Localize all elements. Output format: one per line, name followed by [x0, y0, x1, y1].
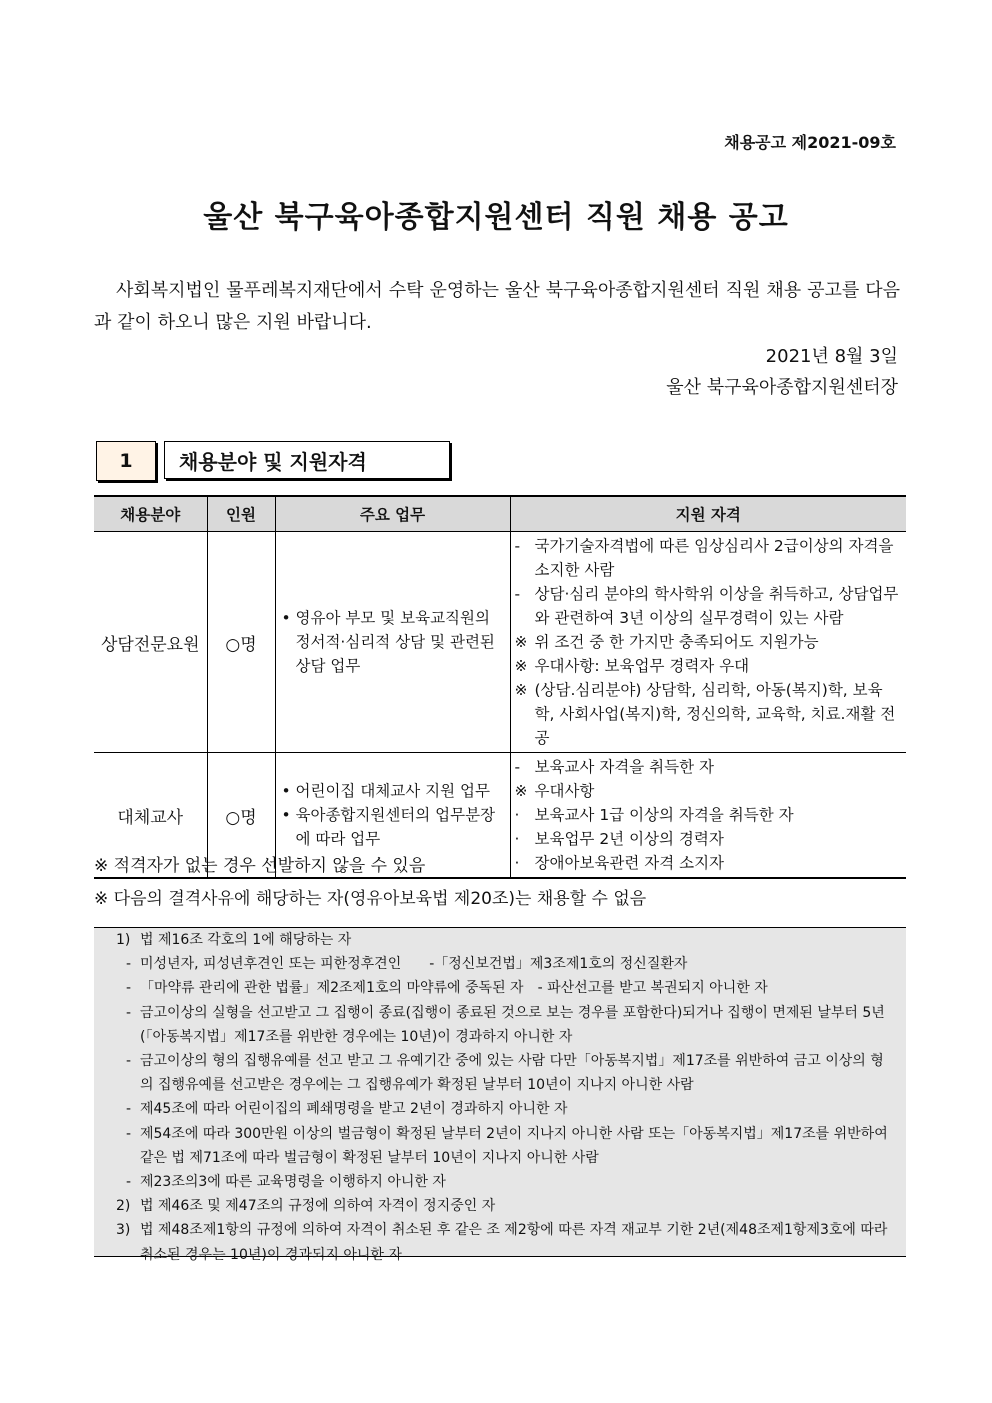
item-marker: - — [126, 1004, 132, 1021]
qualification-bullet: ※ — [514, 681, 528, 699]
section-number: 1 — [96, 441, 156, 481]
field-cell: 대체교사 — [94, 753, 207, 879]
disqualification-item — [116, 1097, 892, 1121]
duties-cell — [275, 532, 510, 753]
item-text: 법 제46조 및 제47조의 규정에 의하여 자격이 정지중인 자 — [140, 1198, 496, 1215]
note-disqualification: ※ 다음의 결격사유에 해당하는 자(영유아보육법 제20조)는 채용할 수 없음 — [94, 889, 647, 909]
qualification-item — [515, 630, 903, 654]
page-title: 울산 북구육아종합지원센터 직원 채용 공고 — [203, 200, 789, 235]
qualification-item — [515, 827, 903, 851]
disqualification-item — [116, 1170, 892, 1194]
qualifications-cell — [510, 532, 906, 753]
header-duties: 주요 업무 — [275, 496, 510, 532]
item-text: 미성년자, 피성년후견인 또는 피한정후견인 -「정신보건법」제3조제1호의 정신질환자 — [140, 956, 688, 973]
qualification-bullet: · — [514, 806, 520, 824]
notice-number: 채용공고 제2021-09호 — [724, 133, 896, 152]
header-field: 채용분야 — [94, 496, 207, 532]
field-cell: 상담전문요원 — [94, 532, 207, 753]
item-text: 제45조에 따라 어린이집의 폐쇄명령을 받고 2년이 경과하지 아니한 자 — [140, 1101, 568, 1118]
duty-text: 어린이집 대체교사 지원 업무 — [295, 782, 490, 800]
qualification-text: 우대사항 — [534, 782, 595, 800]
qualification-item — [515, 779, 903, 803]
item-marker: - — [126, 1101, 132, 1118]
announcement-date: 2021년 8월 3일 — [765, 346, 898, 367]
item-marker: - — [126, 1053, 132, 1070]
qualification-text: 보육업무 2년 이상의 경력자 — [534, 830, 724, 848]
note-no-suitable-candidate: ※ 적격자가 없는 경우 선발하지 않을 수 있음 — [94, 856, 426, 876]
bullet-icon: • — [281, 609, 291, 627]
item-text: 법 제48조제1항의 규정에 의하여 자격이 취소된 후 같은 조 제2항에 따른 자격 재교부 기한 2년(제48조제1항제3호에 따라 취소된 경우는 10년)이 경과되지 아니한 자 — [140, 1222, 888, 1263]
qualification-bullet: · — [514, 830, 520, 848]
item-text: 제23조의3에 따른 교육명령을 이행하지 아니한 자 — [140, 1174, 446, 1191]
disqualification-item — [116, 1122, 892, 1170]
qualification-text: 위 조건 중 한 가지만 충족되어도 지원가능 — [534, 633, 819, 651]
item-marker: - — [126, 980, 132, 997]
qualification-bullet: - — [514, 537, 521, 555]
item-text: 법 제16조 각호의 1에 해당하는 자 — [140, 932, 352, 948]
item-text: 「마약류 관리에 관한 법률」제2조제1호의 마약류에 중독된 자 - 파산선고를 받고 복권되지 아니한 자 — [140, 980, 768, 997]
qualification-item — [515, 803, 903, 827]
item-text: 제54조에 따라 300만원 이상의 벌금형이 확정된 날부터 2년이 지나지 아니한 사람 또는「아동복지법」제17조를 위반하여 같은 법 제71조에 따라 벌금형이 확정된 날부터 10년이 지나지 아니한 사람 — [140, 1125, 888, 1166]
qualification-bullet: ※ — [514, 782, 528, 800]
qualification-bullet: · — [514, 854, 520, 872]
section-title: 채용분야 및 지원자격 — [164, 441, 450, 479]
recruitment-table — [94, 495, 906, 879]
qualification-text: 보육교사 자격을 취득한 자 — [534, 758, 714, 776]
duty-item — [282, 803, 504, 851]
disqualification-item — [116, 928, 892, 952]
bullet-icon: • — [281, 806, 291, 824]
qualification-item — [515, 755, 903, 779]
disqualification-item — [116, 976, 892, 1000]
table-header-row — [94, 496, 906, 532]
disqualification-box — [94, 927, 906, 1263]
qualification-text: 장애아보육관련 자격 소지자 — [534, 854, 725, 872]
qualification-item — [515, 654, 903, 678]
duty-item — [282, 606, 504, 678]
count-cell: ○명 — [207, 753, 275, 879]
duty-item — [282, 779, 504, 803]
qualification-text: 상담·심리 분야의 학사학위 이상을 취득하고, 상담업무와 관련하여 3년 이상의 실무경력이 있는 사람 — [534, 585, 899, 627]
bullet-icon: • — [281, 782, 291, 800]
qualification-item — [515, 582, 903, 630]
item-marker: - — [126, 1174, 132, 1191]
qualification-item — [515, 851, 903, 875]
item-marker: 2) — [116, 1198, 131, 1215]
item-marker: 3) — [116, 1222, 131, 1239]
qualification-bullet: - — [514, 585, 521, 603]
disqualification-item — [116, 1218, 892, 1266]
item-marker: 1) — [116, 932, 131, 948]
item-marker: - — [126, 1125, 132, 1142]
disqualification-item — [116, 1194, 892, 1218]
qualification-bullet: ※ — [514, 633, 528, 651]
qualification-text: 국가기술자격법에 따른 임상심리사 2급이상의 자격을 소지한 사람 — [534, 537, 894, 579]
qualification-item — [515, 678, 903, 750]
duty-text: 영유아 부모 및 보육교직원의 정서적·심리적 상담 및 관련된 상담 업무 — [295, 609, 495, 675]
header-count: 인원 — [207, 496, 275, 532]
disqualification-item — [116, 1001, 892, 1049]
qualification-text: 보육교사 1급 이상의 자격을 취득한 자 — [534, 806, 794, 824]
qualification-bullet: ※ — [514, 657, 528, 675]
header-qualifications: 지원 자격 — [510, 496, 906, 532]
item-text: 금고이상의 형의 집행유예를 선고 받고 그 유예기간 중에 있는 사람 다만「아동복지법」제17조를 위반하여 금고 이상의 형의 집행유예를 선고받은 경우에는 그 집행유예가 확정된 날부터 10년이 지나지 아니한 사람 — [140, 1053, 884, 1094]
issuer: 울산 북구육아종합지원센터장 — [666, 377, 898, 398]
duty-text: 육아종합지원센터의 업무분장에 따라 업무 — [295, 806, 496, 848]
count-cell: ○명 — [207, 532, 275, 753]
disqualification-item — [116, 1049, 892, 1097]
qualification-text: (상담.심리분야) 상담학, 심리학, 아동(복지)학, 보육학, 사회사업(복지)학, 정신의학, 교육학, 치료.재활 전공 — [534, 681, 896, 747]
qualification-item — [515, 534, 903, 582]
item-text: 금고이상의 실형을 선고받고 그 집행이 종료(집행이 종료된 것으로 보는 경우를 포함한다)되거나 집행이 면제된 날부터 5년(「아동복지법」제17조를 위반한 경우에는 10년)이 경과하지 아니한 자 — [140, 1004, 885, 1045]
qualifications-cell — [510, 753, 906, 879]
item-marker: - — [126, 956, 132, 973]
disqualification-item — [116, 952, 892, 976]
qualification-text: 우대사항: 보육업무 경력자 우대 — [534, 657, 750, 675]
intro-paragraph: 사회복지법인 물푸레복지재단에서 수탁 운영하는 울산 북구육아종합지원센터 직원 채용 공고를 다음과 같이 하오니 많은 지원 바랍니다. — [94, 280, 900, 333]
qualification-bullet: - — [514, 758, 521, 776]
table-row — [94, 532, 906, 753]
